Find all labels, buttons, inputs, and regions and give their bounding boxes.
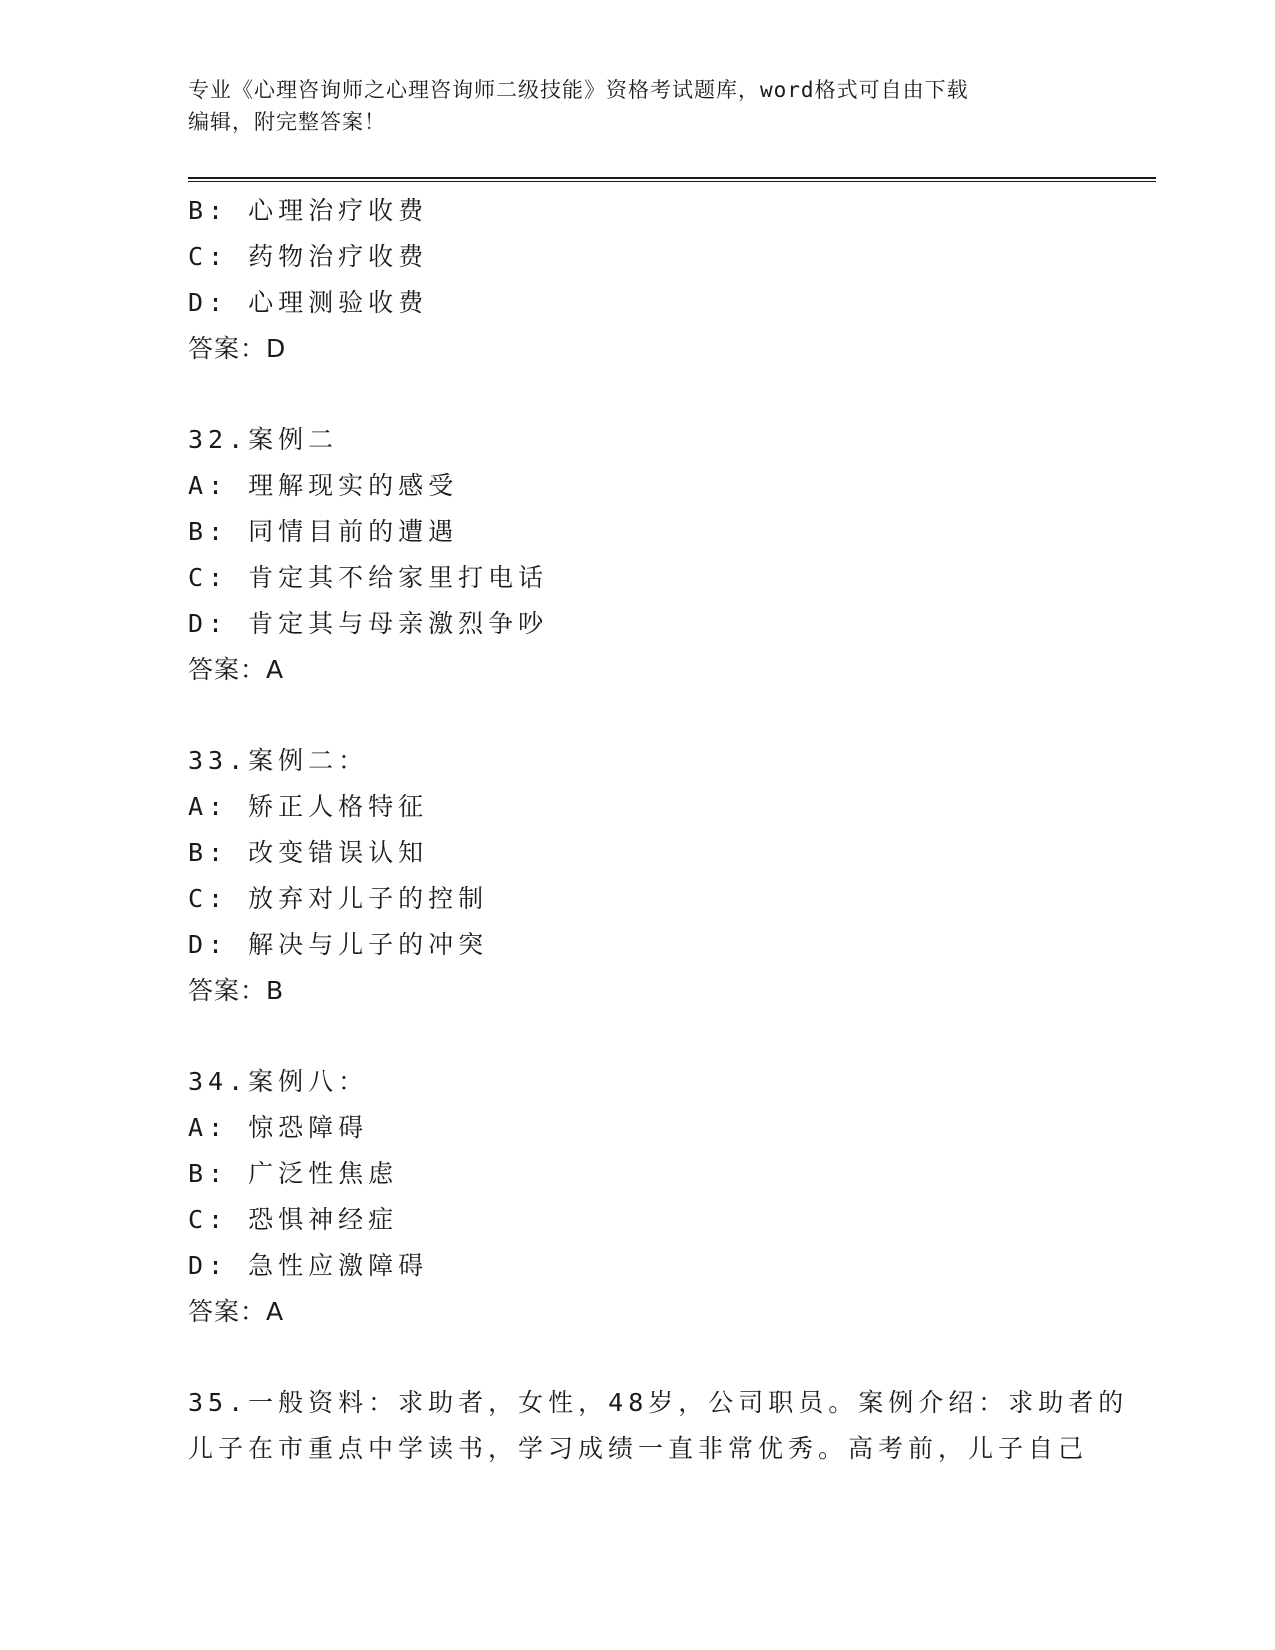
document-header bbox=[188, 74, 1088, 138]
option-b: B: 心理治疗收费 bbox=[188, 196, 429, 225]
header-line-2: 编辑，附完整答案！ bbox=[188, 110, 386, 134]
answer-line: 答案：A bbox=[188, 655, 285, 684]
question-35 bbox=[188, 1380, 1129, 1472]
question-list bbox=[188, 188, 1129, 1472]
option-c: C: 放弃对儿子的控制 bbox=[188, 884, 489, 913]
option-c: C: 肯定其不给家里打电话 bbox=[188, 563, 549, 592]
question-33 bbox=[188, 738, 1108, 1014]
option-a: A: 惊恐障碍 bbox=[188, 1113, 369, 1142]
header-line-1: 专业《心理咨询师之心理咨询师二级技能》资格考试题库，word格式可自由下载 bbox=[188, 78, 969, 102]
option-d: D: 急性应激障碍 bbox=[188, 1251, 429, 1280]
option-c: C: 药物治疗收费 bbox=[188, 242, 429, 271]
question-title: 33.案例二： bbox=[188, 746, 369, 775]
option-d: D: 解决与儿子的冲突 bbox=[188, 930, 489, 959]
option-a: A: 矫正人格特征 bbox=[188, 792, 429, 821]
question-35-line-2: 儿子在市重点中学读书，学习成绩一直非常优秀。高考前，儿子自己 bbox=[188, 1434, 1089, 1463]
option-a: A: 理解现实的感受 bbox=[188, 471, 459, 500]
question-title: 32.案例二 bbox=[188, 425, 339, 454]
question-title: 34.案例八： bbox=[188, 1067, 369, 1096]
option-c: C: 恐惧神经症 bbox=[188, 1205, 399, 1234]
question-34 bbox=[188, 1059, 1108, 1335]
option-b: B: 改变错误认知 bbox=[188, 838, 429, 867]
question-31-tail bbox=[188, 188, 1108, 372]
answer-line: 答案：A bbox=[188, 1297, 285, 1326]
answer-line: 答案：B bbox=[188, 976, 285, 1005]
option-b: B: 广泛性焦虑 bbox=[188, 1159, 399, 1188]
header-divider bbox=[188, 177, 1156, 182]
option-d: D: 心理测验收费 bbox=[188, 288, 429, 317]
option-b: B: 同情目前的遭遇 bbox=[188, 517, 459, 546]
answer-line: 答案：D bbox=[188, 334, 287, 363]
option-d: D: 肯定其与母亲激烈争吵 bbox=[188, 609, 549, 638]
question-35-line-1: 35.一般资料：求助者，女性，48岁，公司职员。案例介绍：求助者的 bbox=[188, 1388, 1129, 1417]
question-32 bbox=[188, 417, 1108, 693]
